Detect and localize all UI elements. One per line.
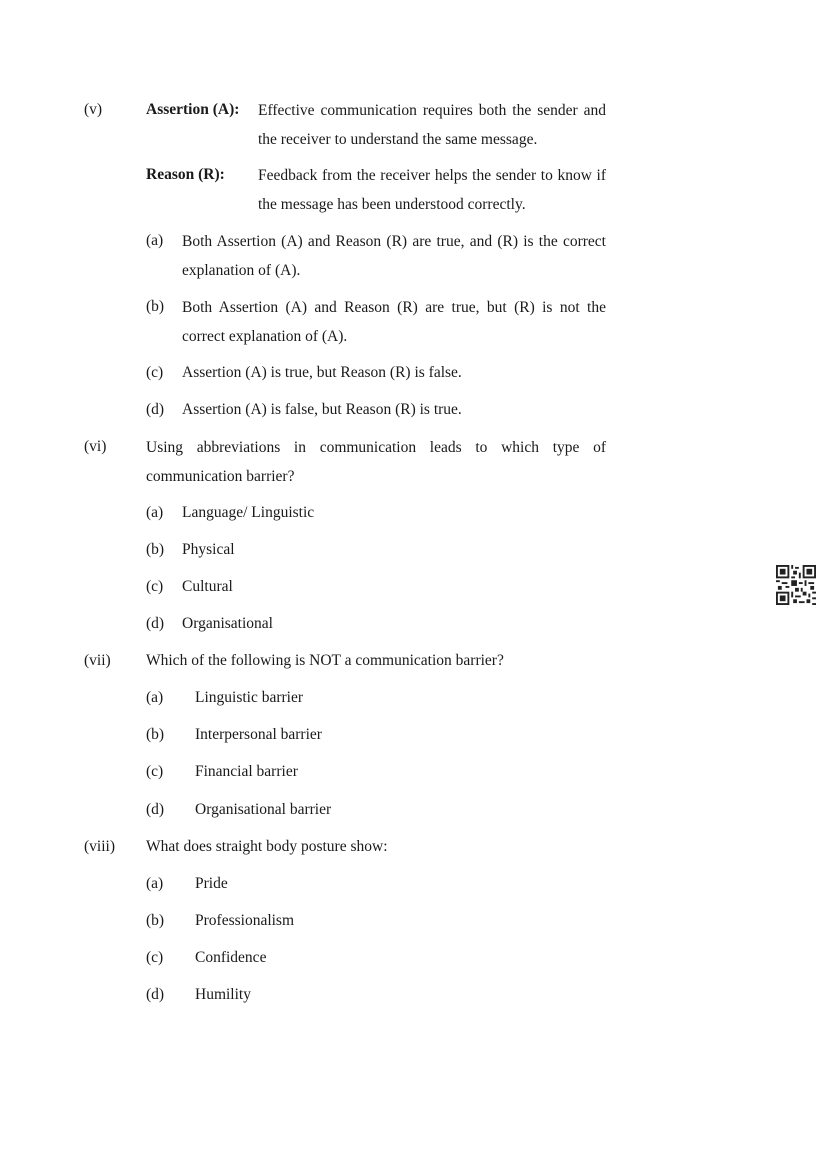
option-text: Assertion (A) is true, but Reason (R) is false. (182, 364, 462, 381)
option-letter: (d) (146, 801, 165, 818)
option-letter: (c) (146, 763, 164, 780)
option-text: Confidence (195, 949, 267, 966)
option-letter: (d) (146, 615, 165, 632)
option-text: Both Assertion (A) and Reason (R) are true, and (R) is the correct explanation of (A). (182, 233, 606, 279)
option-text: Language/ Linguistic (182, 504, 315, 521)
question-text: What does straight body posture show: (146, 838, 388, 855)
question-number: (vii) (84, 652, 111, 669)
question-number: (vi) (84, 438, 107, 455)
option-text: Interpersonal barrier (195, 726, 322, 743)
question-text: Using abbreviations in communication leads to which type of communication barrier? (146, 439, 606, 485)
option-letter: (d) (146, 401, 165, 418)
option-letter: (a) (146, 232, 164, 249)
option-letter: (b) (146, 912, 165, 929)
option-text: Both Assertion (A) and Reason (R) are true, but (R) is not the correct explanation of (A). (182, 299, 606, 345)
question-number: (viii) (84, 838, 115, 855)
option-text: Organisational barrier (195, 801, 332, 818)
option-text: Pride (195, 875, 228, 892)
option-letter: (b) (146, 541, 165, 558)
option-letter: (c) (146, 949, 164, 966)
option-letter: (a) (146, 689, 164, 706)
option-letter: (b) (146, 726, 165, 743)
reason-text: Feedback from the receiver helps the sender to know if the message has been understood correctly. (258, 167, 606, 213)
option-text: Humility (195, 986, 251, 1003)
option-text: Linguistic barrier (195, 689, 304, 706)
question-number: (v) (84, 101, 103, 118)
option-letter: (d) (146, 986, 165, 1003)
option-letter: (a) (146, 504, 164, 521)
option-letter: (c) (146, 364, 164, 381)
option-text: Cultural (182, 578, 233, 595)
option-text: Assertion (A) is false, but Reason (R) is true. (182, 401, 462, 418)
assertion-label: Assertion (A): (146, 101, 240, 118)
question-text: Which of the following is NOT a communication barrier? (146, 652, 504, 669)
option-letter: (c) (146, 578, 164, 595)
option-text: Financial barrier (195, 763, 298, 780)
assertion-text: Effective communication requires both the sender and the receiver to understand the same message. (258, 102, 606, 148)
option-text: Professionalism (195, 912, 295, 929)
reason-label: Reason (R): (146, 166, 225, 183)
option-text: Organisational (182, 615, 273, 632)
option-letter: (a) (146, 875, 164, 892)
option-text: Physical (182, 541, 235, 558)
qr-code-icon (776, 565, 816, 605)
option-letter: (b) (146, 298, 165, 315)
